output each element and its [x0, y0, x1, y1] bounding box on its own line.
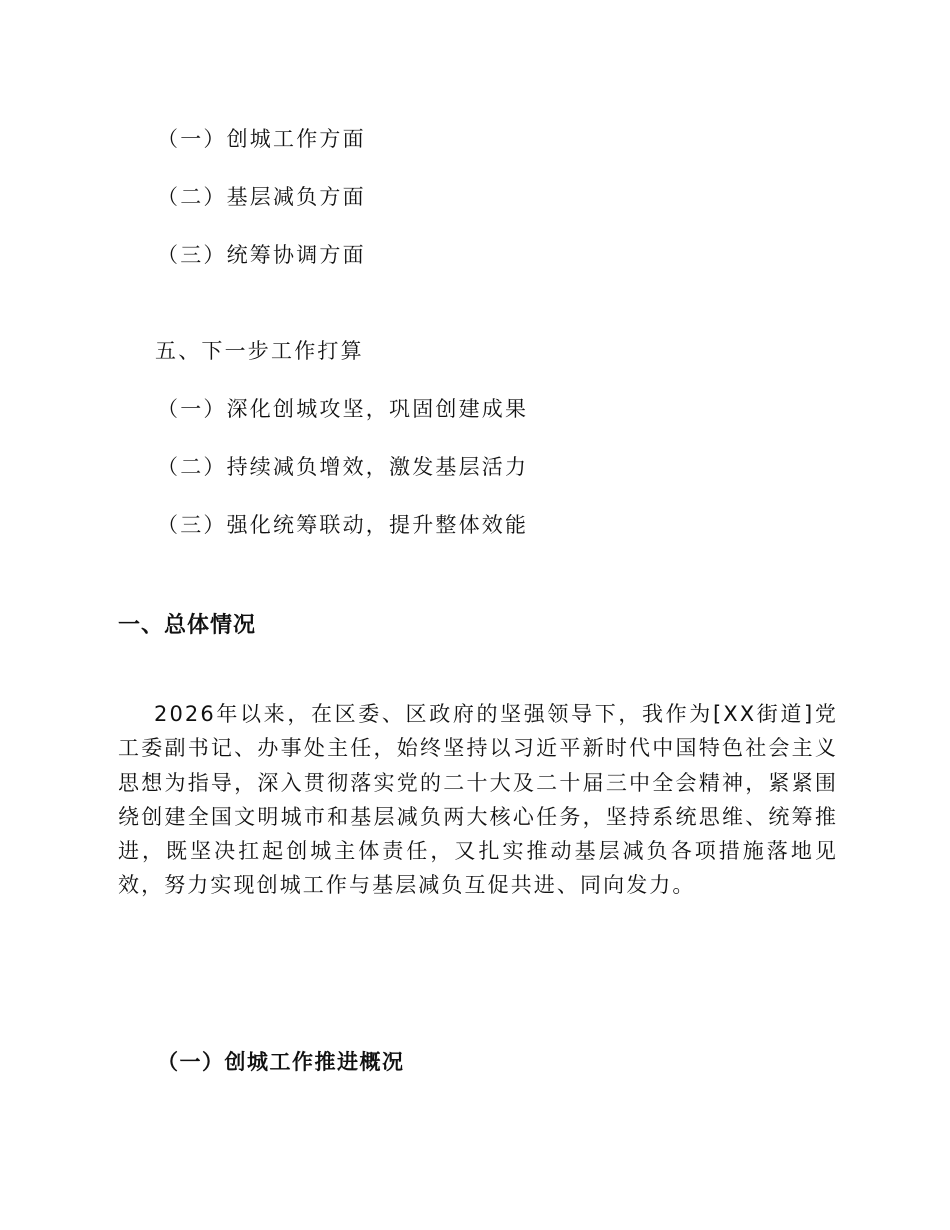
outline-item-creating-city-aspect: （一）创城工作方面 [157, 127, 366, 151]
outline-item-continue-reduction: （二）持续减负增效，激发基层活力 [157, 455, 529, 479]
subsection-heading-creation-progress: （一）创城工作推进概况 [157, 1050, 405, 1074]
outline-item-strengthen-coordination: （三）强化统筹联动，提升整体效能 [157, 513, 529, 537]
section-heading-overall-situation: 一、总体情况 [118, 613, 257, 638]
outline-heading-next-steps: 五、下一步工作打算 [155, 339, 364, 363]
overview-paragraph: 2026年以来，在区委、区政府的坚强领导下，我作为[XX街道]党工委副书记、办事处主任，始终坚持以习近平新时代中国特色社会主义思想为指导，深入贯彻落实党的二十大及二十届三中全会精神，紧紧围绕创建全国文明城市和基层减负两大核心任务，坚持系统思维、统筹推进，既坚决扛起创城主体责任，又扎实推动基层减负各项措施落地见效，努力实现创城工作与基层减负互促共进、同向发力。 [118, 702, 838, 898]
outline-item-coordination-aspect: （三）统筹协调方面 [157, 243, 366, 267]
outline-item-burden-reduction-aspect: （二）基层减负方面 [157, 185, 366, 209]
outline-item-deepen-creation: （一）深化创城攻坚，巩固创建成果 [157, 397, 529, 421]
